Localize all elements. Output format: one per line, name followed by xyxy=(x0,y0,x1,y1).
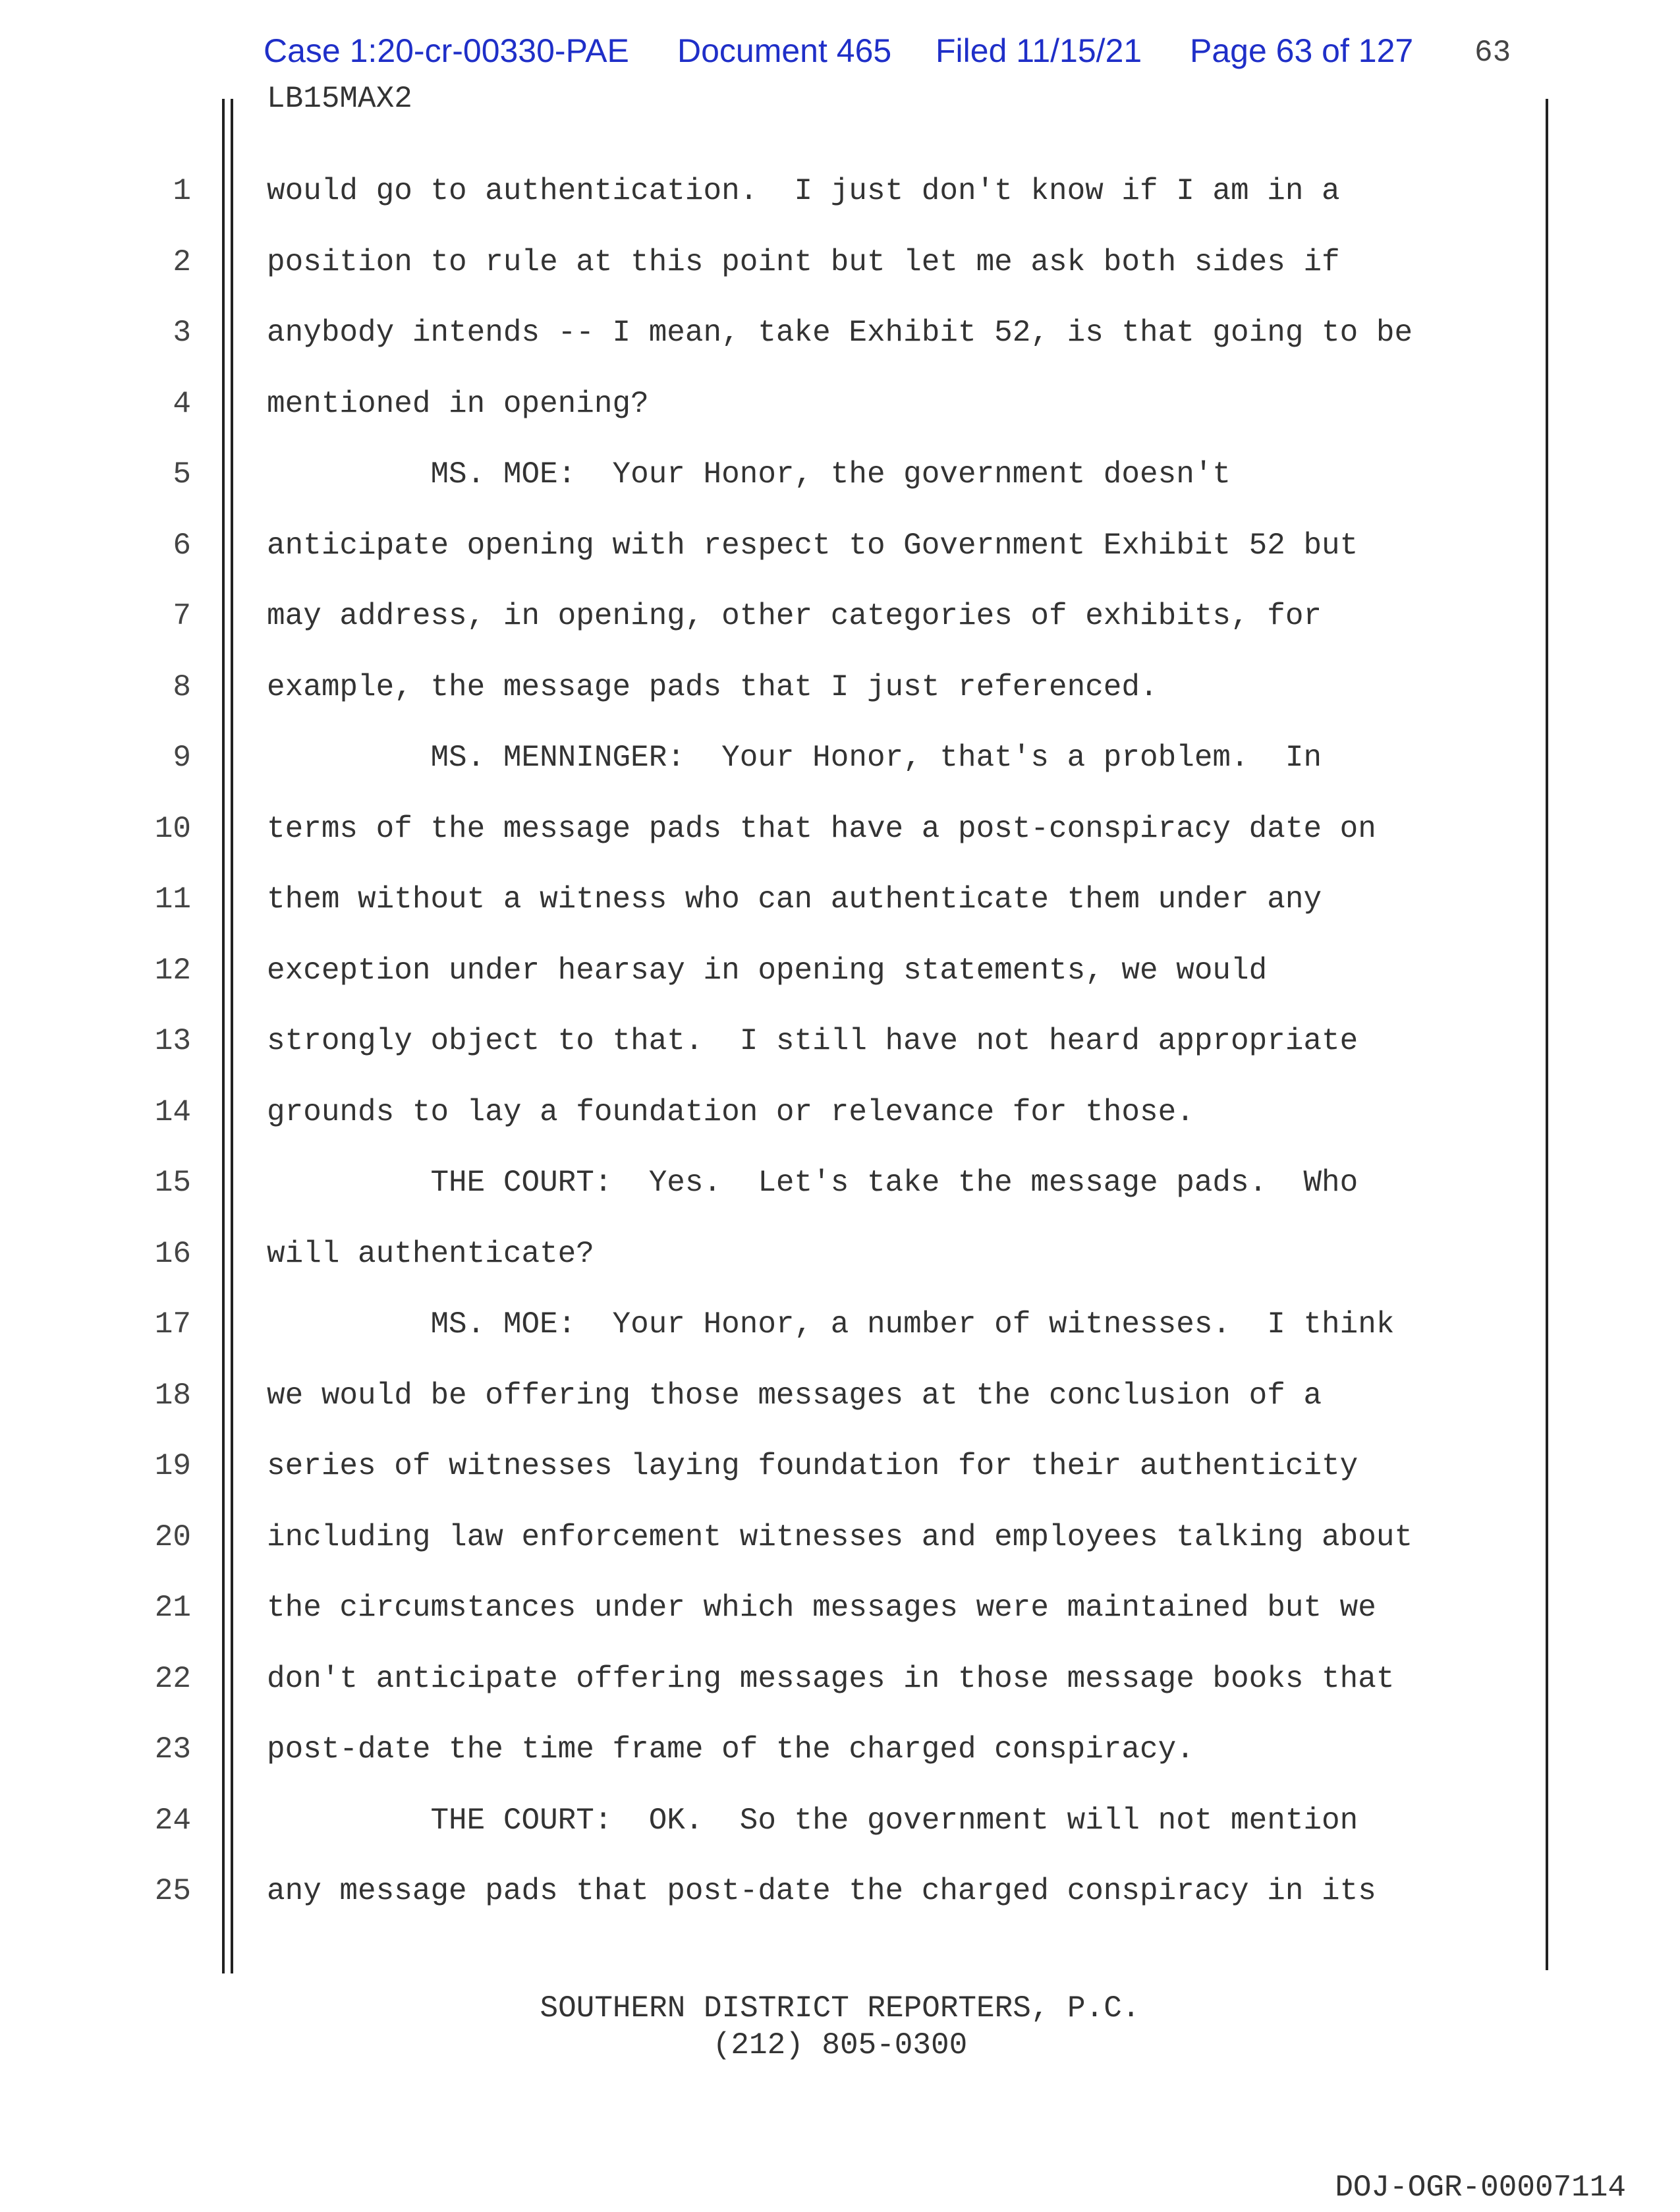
transcript-line: post-date the time frame of the charged conspiracy. xyxy=(267,1732,1194,1767)
transcript-line: position to rule at this point but let me ask both sides if xyxy=(267,244,1340,279)
line-number: 16 xyxy=(154,1236,191,1271)
transcript-line: THE COURT: Yes. Let's take the message pads. Who xyxy=(267,1166,1358,1200)
right-margin-rule xyxy=(1546,99,1548,1970)
line-number: 17 xyxy=(154,1307,191,1342)
line-number: 7 xyxy=(173,599,191,633)
line-number: 23 xyxy=(154,1732,191,1767)
line-number: 13 xyxy=(154,1024,191,1058)
filed-date: Filed 11/15/21 xyxy=(936,32,1142,69)
line-number: 24 xyxy=(154,1803,191,1838)
transcript-line: example, the message pads that I just referenced. xyxy=(267,669,1158,704)
transcript-line: including law enforcement witnesses and employees talking about xyxy=(267,1519,1413,1554)
case-number: Case 1:20-cr-00330-PAE xyxy=(264,32,629,69)
page-of-total: Page 63 of 127 xyxy=(1190,32,1414,69)
line-number: 22 xyxy=(154,1661,191,1696)
transcript-line: any message pads that post-date the charged conspiracy in its xyxy=(267,1874,1376,1908)
transcript-line: terms of the message pads that have a post-conspiracy date on xyxy=(267,811,1376,846)
ecf-header xyxy=(0,28,1680,74)
transcript-line: will authenticate? xyxy=(267,1236,594,1271)
transcript-line: anybody intends -- I mean, take Exhibit 52, is that going to be xyxy=(267,316,1413,350)
reporter-name: SOUTHERN DISTRICT REPORTERS, P.C. xyxy=(540,1991,1140,2026)
transcript-line: series of witnesses laying foundation for their authenticity xyxy=(267,1449,1358,1483)
transcript-line: MS. MOE: Your Honor, a number of witnesses. I think xyxy=(267,1307,1395,1342)
line-number: 25 xyxy=(154,1874,191,1908)
transcript-line: don't anticipate offering messages in those message books that xyxy=(267,1661,1395,1696)
reporter-footer xyxy=(0,1990,1680,2064)
transcript-line: strongly object to that. I still have not heard appropriate xyxy=(267,1024,1358,1058)
line-number: 9 xyxy=(173,741,191,775)
line-number: 20 xyxy=(154,1519,191,1554)
line-number: 18 xyxy=(154,1378,191,1413)
transcript-body xyxy=(267,171,1519,1943)
transcript-code: LB15MAX2 xyxy=(267,82,412,116)
line-number: 10 xyxy=(154,811,191,846)
transcript-line: the circumstances under which messages were maintained but we xyxy=(267,1591,1376,1625)
transcript-line: anticipate opening with respect to Government Exhibit 52 but xyxy=(267,528,1358,563)
line-number: 11 xyxy=(154,882,191,917)
transcript-line: exception under hearsay in opening statements, we would xyxy=(267,953,1268,988)
line-number: 3 xyxy=(173,316,191,350)
line-number: 15 xyxy=(154,1166,191,1200)
transcript-line: mentioned in opening? xyxy=(267,386,649,421)
line-number: 14 xyxy=(154,1094,191,1129)
transcript-line: MS. MENNINGER: Your Honor, that's a problem. In xyxy=(267,741,1322,775)
line-number-column xyxy=(132,171,191,1943)
transcript-line: may address, in opening, other categories of exhibits, for xyxy=(267,599,1322,633)
line-number: 6 xyxy=(173,528,191,563)
line-number: 21 xyxy=(154,1591,191,1625)
transcript-line: we would be offering those messages at the conclusion of a xyxy=(267,1378,1322,1413)
transcript-line: would go to authentication. I just don't know if I am in a xyxy=(267,174,1340,208)
bates-number: DOJ-OGR-00007114 xyxy=(1335,2170,1626,2205)
left-margin-rule-outer xyxy=(222,99,225,1973)
line-number: 5 xyxy=(173,457,191,492)
reporter-phone: (212) 805-0300 xyxy=(712,2028,968,2062)
document-number: Document 465 xyxy=(677,32,892,69)
transcript-line: THE COURT: OK. So the government will not mention xyxy=(267,1803,1358,1838)
line-number: 8 xyxy=(173,669,191,704)
line-number: 4 xyxy=(173,386,191,421)
transcript-line: grounds to lay a foundation or relevance for those. xyxy=(267,1094,1194,1129)
transcript-line: MS. MOE: Your Honor, the government doesn't xyxy=(267,457,1231,492)
line-number: 2 xyxy=(173,244,191,279)
transcript-line: them without a witness who can authenticate them under any xyxy=(267,882,1322,917)
line-number: 19 xyxy=(154,1449,191,1483)
line-number: 12 xyxy=(154,953,191,988)
line-number: 1 xyxy=(173,174,191,208)
page-number: 63 xyxy=(1474,36,1511,70)
left-margin-rule-inner xyxy=(231,99,233,1973)
